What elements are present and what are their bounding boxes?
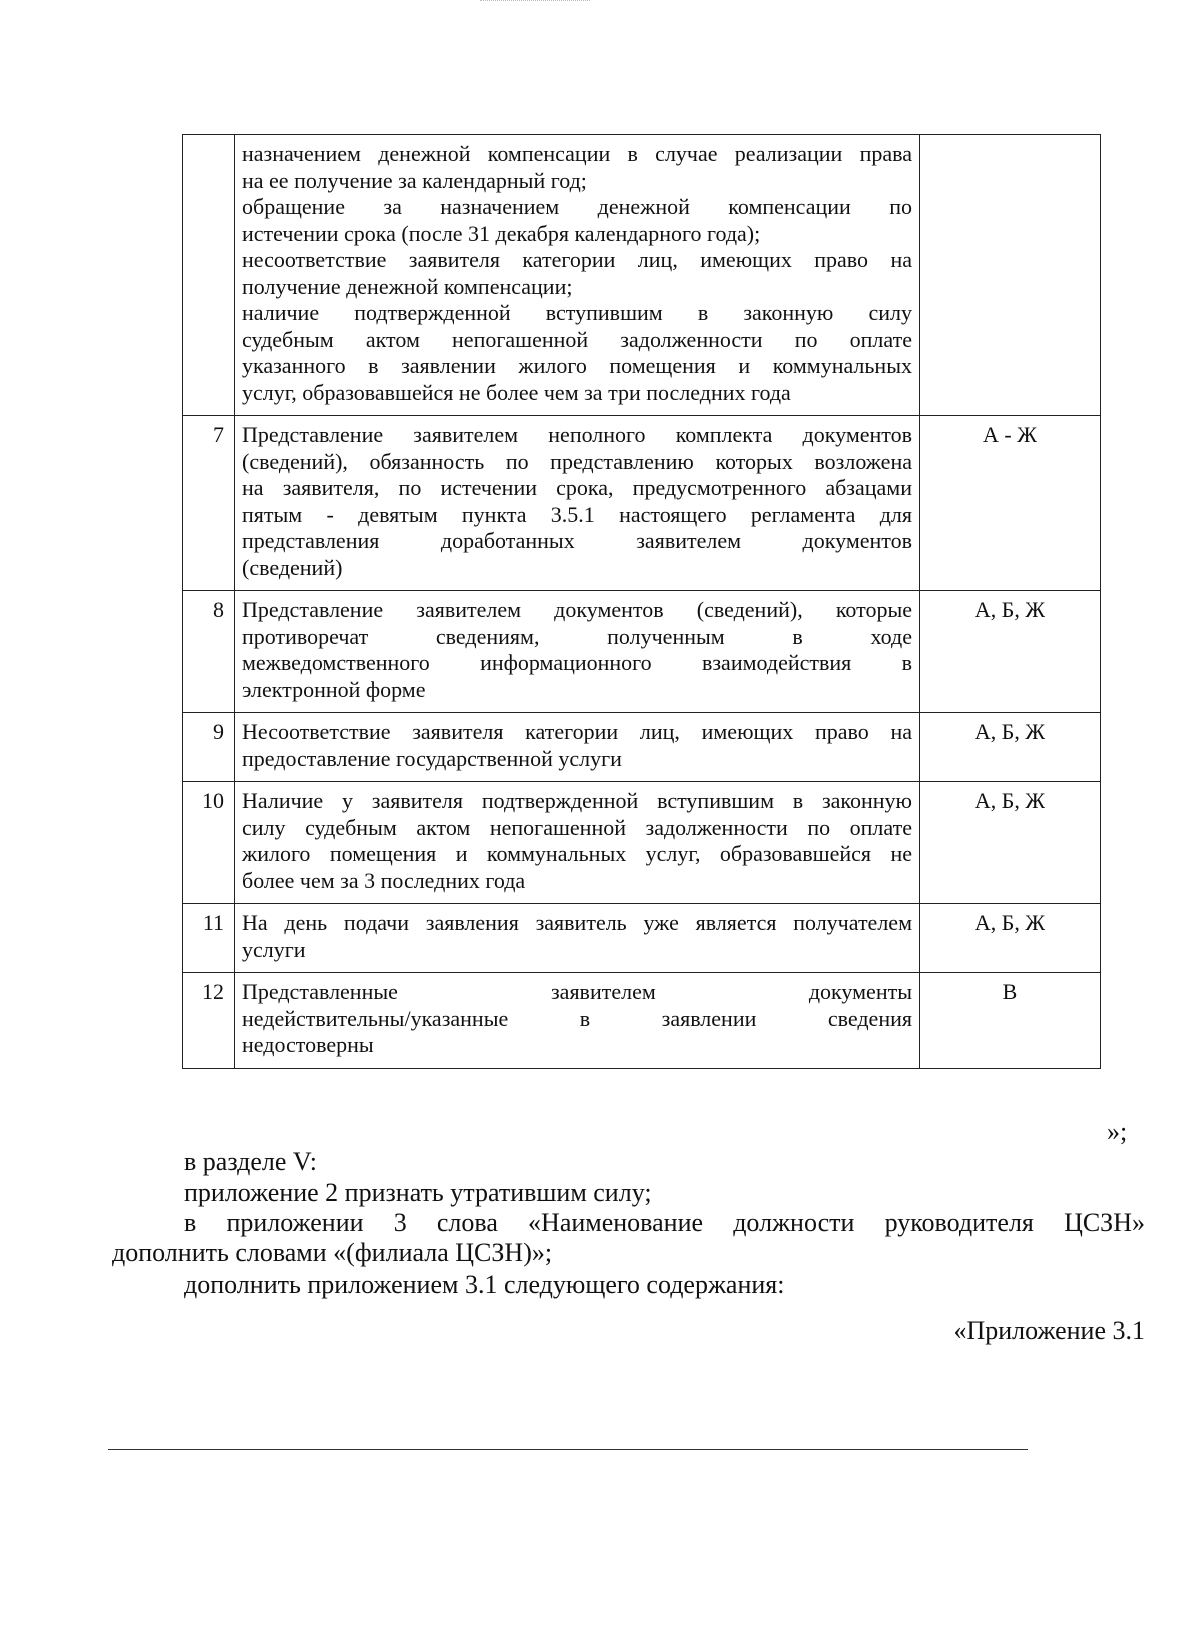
table-body [183, 135, 1101, 1069]
text-line: указанного в заявлении жилого помещения и коммунальных [242, 353, 912, 378]
refusal-grounds-table [182, 134, 1101, 1069]
text-line: несоответствие заявителя категории лиц, имеющих право на [242, 247, 912, 272]
text-line: жилого помещения и коммунальных услуг, образовавшейся не [242, 841, 912, 866]
table-row [183, 904, 1101, 973]
text-line: более чем за 3 последних года [242, 867, 526, 893]
text-line: услуг, образовавшейся не более чем за три последних года [242, 379, 791, 405]
refusal-ground-text [235, 782, 920, 904]
refusal-ground-text [235, 135, 920, 416]
refusal-ground-text [235, 591, 920, 713]
text-line: на ее получение за календарный год; [242, 167, 587, 193]
text-line: Наличие у заявителя подтвержденной вступившим в законную [242, 788, 912, 813]
text-line: обращение за назначением денежной компенсации по [242, 194, 912, 219]
applicable-categories: А, Б, Ж [920, 713, 1101, 782]
table-row [183, 416, 1101, 591]
row-number: 8 [183, 591, 235, 713]
table-row [183, 973, 1101, 1069]
refusal-ground-text [235, 973, 920, 1069]
table-row [183, 713, 1101, 782]
paragraph-section-v: в разделе V: [184, 1147, 317, 1176]
text-line: Несоответствие заявителя категории лиц, имеющих право на [242, 719, 912, 744]
applicable-categories: А, Б, Ж [920, 904, 1101, 973]
text-line: предоставление государственной услуги [242, 745, 622, 771]
text-line: На день подачи заявления заявитель уже является получателем [242, 910, 912, 935]
table-closing-quote: »; [1107, 1117, 1128, 1146]
paragraph-appendix-2: приложение 2 признать утратившим силу; [184, 1178, 652, 1207]
text-line: недостоверны [242, 1032, 374, 1057]
applicable-categories: А - Ж [920, 416, 1101, 591]
applicable-categories: А, Б, Ж [920, 782, 1101, 904]
text-line: получение денежной компенсации; [242, 273, 573, 299]
row-number: 12 [183, 973, 235, 1069]
text-line: услуги [242, 936, 306, 962]
text-line: на заявителя, по истечении срока, предусмотренного абзацами [242, 475, 912, 500]
scan-artifact [480, 0, 590, 1]
paragraph-add-appendix: дополнить приложением 3.1 следующего содержания: [184, 1270, 785, 1299]
row-number: 11 [183, 904, 235, 973]
text-line: назначением денежной компенсации в случае реализации права [242, 141, 912, 166]
text-line: недействительны/указанные в заявлении сведения [242, 1005, 912, 1031]
paragraph-appendix-3-line2: дополнить словами «(филиала ЦСЗН)»; [112, 1238, 553, 1267]
table-row [183, 135, 1101, 416]
text-line: (сведений), обязанность по представлению которых возложена [242, 448, 912, 474]
text-line: наличие подтвержденной вступившим в законную силу [242, 300, 912, 325]
text-line: пятым - девятым пункта 3.5.1 настоящего регламента для [242, 501, 912, 527]
refusal-ground-text [235, 904, 920, 973]
table-row [183, 782, 1101, 904]
text-line: Представленные заявителем документы [242, 979, 912, 1004]
refusal-ground-text [235, 416, 920, 591]
text-line: силу судебным актом непогашенной задолженности по оплате [242, 814, 912, 840]
row-number [183, 135, 235, 416]
row-number: 9 [183, 713, 235, 782]
footer-rule [108, 1449, 1028, 1450]
row-number: 10 [183, 782, 235, 904]
paragraph-appendix-3-line1: в приложении 3 слова «Наименование должности руководителя ЦСЗН» [184, 1208, 1145, 1237]
text-line: электронной форме [242, 676, 426, 702]
appendix-title: «Приложение 3.1 [953, 1316, 1145, 1345]
applicable-categories: А, Б, Ж [920, 591, 1101, 713]
text-line: межведомственного информационного взаимодействия в [242, 650, 912, 675]
text-line: представления доработанных заявителем документов [242, 528, 912, 553]
applicable-categories [920, 135, 1101, 416]
applicable-categories: В [920, 973, 1101, 1069]
text-line: (сведений) [242, 554, 343, 580]
text-line: судебным актом непогашенной задолженности по оплате [242, 326, 912, 352]
row-number: 7 [183, 416, 235, 591]
text-line: противоречат сведениям, полученным в ходе [242, 623, 912, 649]
text-line: истечении срока (после 31 декабря календарного года); [242, 220, 761, 246]
table-row [183, 591, 1101, 713]
refusal-ground-text [235, 713, 920, 782]
text-line: Представление заявителем документов (сведений), которые [242, 597, 912, 622]
text-line: Представление заявителем неполного комплекта документов [242, 422, 912, 447]
